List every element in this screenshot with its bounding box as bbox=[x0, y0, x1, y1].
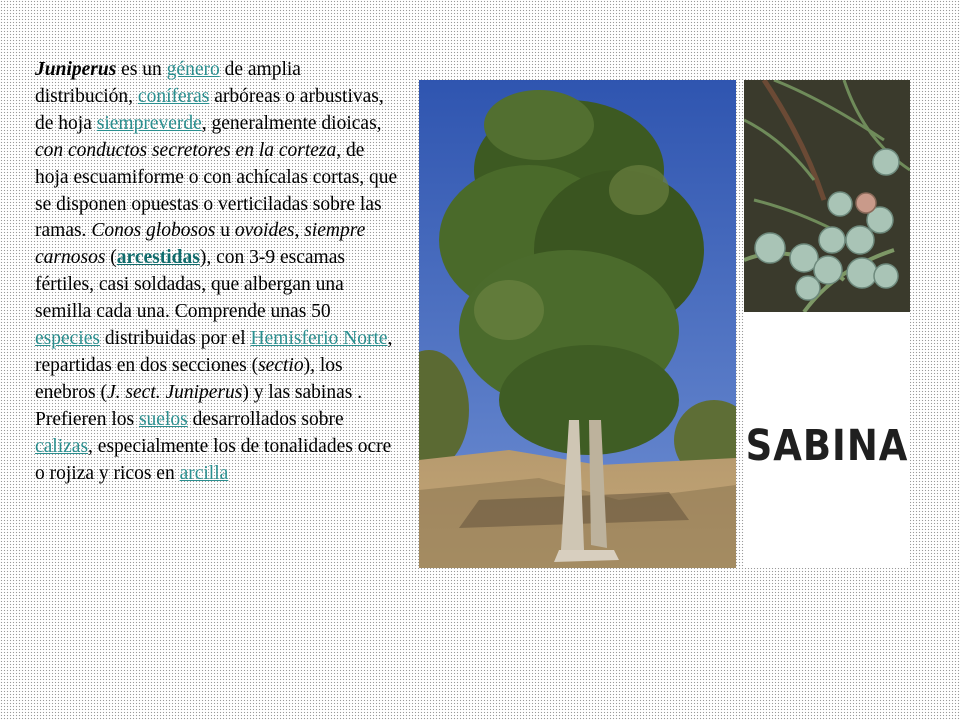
text-run: , de hoja escuamiforme o con achícalas cortas, que se disponen opuestas o verticiladas sobre las ramas. bbox=[35, 139, 398, 242]
link-genero[interactable]: género bbox=[166, 59, 220, 80]
text-run: ( bbox=[105, 247, 117, 269]
link-suelos[interactable]: suelos bbox=[138, 408, 188, 430]
link-arcestidas[interactable]: arcestidas bbox=[116, 247, 200, 269]
link-coniferas[interactable]: coníferas bbox=[137, 85, 210, 107]
link-siempreverde[interactable]: siempreverde bbox=[96, 112, 202, 134]
link-hemisferio-norte[interactable]: Hemisferio Norte bbox=[250, 328, 388, 350]
juniper-tree-photo bbox=[419, 80, 736, 568]
italic-run: con conductos secretores en la corteza bbox=[35, 139, 337, 161]
italic-run: sectio bbox=[258, 354, 304, 376]
text-run: u bbox=[215, 220, 235, 242]
text-run: de amplia distribución, bbox=[35, 59, 301, 107]
text-run: , bbox=[294, 220, 305, 242]
link-calizas[interactable]: calizas bbox=[35, 435, 89, 457]
text-run: distribuidas por el bbox=[99, 328, 251, 350]
text-run: , repartidas en dos secciones ( bbox=[35, 328, 393, 376]
italic-run: ovoides bbox=[234, 220, 295, 242]
italic-run: Conos globosos bbox=[91, 220, 216, 242]
italic-run: siempre carnosos bbox=[35, 220, 366, 269]
text-run: ), con 3-9 escamas fértiles, casi soldadas, que albergan una semilla cada una. Comprende unas 50 bbox=[35, 247, 345, 323]
sabina-label: SABINA bbox=[745, 420, 909, 471]
link-especies[interactable]: especies bbox=[35, 328, 100, 350]
text-run: , generalmente dioicas, bbox=[201, 112, 382, 134]
text-run: arbóreas o arbustivas, de hoja bbox=[35, 85, 384, 134]
text-run: , especialmente los de tonalidades ocre o rojiza y ricos en bbox=[35, 435, 392, 484]
description-paragraph bbox=[35, 57, 400, 488]
juniper-berries-photo bbox=[744, 80, 910, 312]
text-run: desarrollados sobre bbox=[187, 408, 344, 430]
text-run: ) y las sabinas . Prefieren los bbox=[35, 381, 363, 430]
text-run: es un bbox=[116, 59, 167, 80]
genus-name: Juniperus bbox=[35, 59, 117, 80]
sabina-caption-panel bbox=[744, 312, 910, 568]
link-arcilla[interactable]: arcilla bbox=[179, 462, 229, 484]
text-run: ), los enebros ( bbox=[35, 354, 343, 403]
italic-run: J. sect. Juniperus bbox=[107, 381, 243, 403]
